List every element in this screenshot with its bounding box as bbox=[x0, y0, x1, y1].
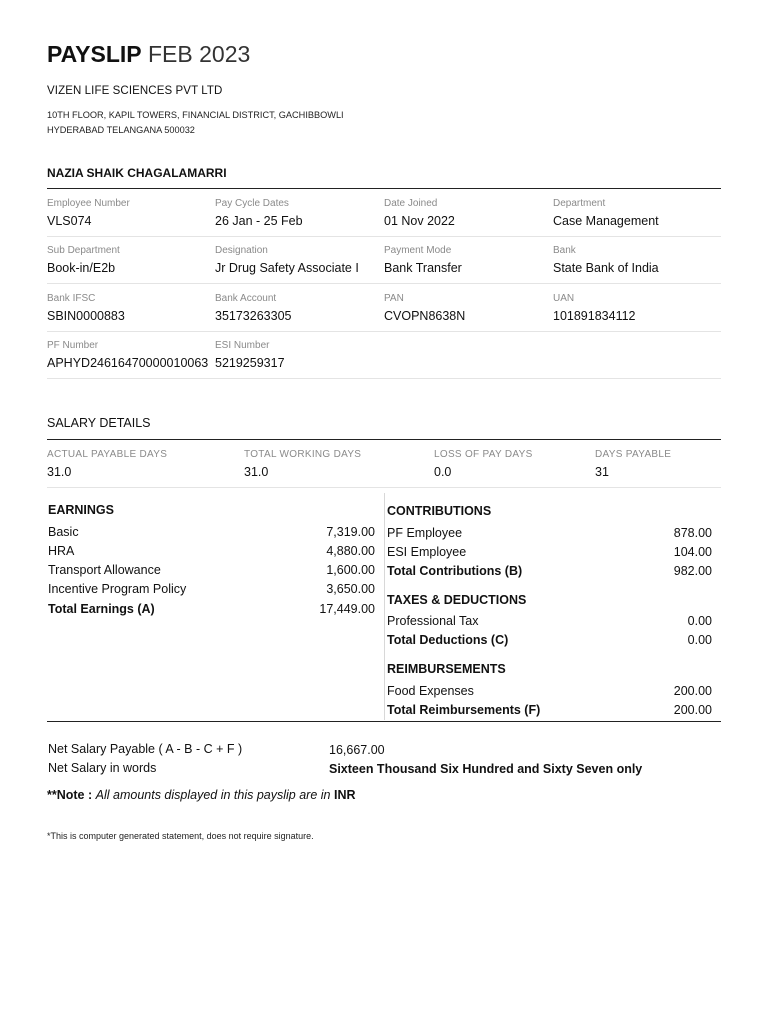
field-value: Bank Transfer bbox=[384, 261, 462, 275]
field-label: Pay Cycle Dates bbox=[215, 198, 289, 209]
reimbursement-name: Food Expenses bbox=[387, 684, 474, 698]
field-label: TOTAL WORKING DAYS bbox=[244, 449, 362, 460]
total-amount: 982.00 bbox=[673, 564, 712, 578]
salary-details-title: SALARY DETAILS bbox=[47, 416, 151, 430]
actual-payable-days bbox=[47, 449, 167, 480]
divider bbox=[47, 721, 721, 722]
currency-note bbox=[47, 788, 356, 802]
field-label: DAYS PAYABLE bbox=[595, 449, 672, 460]
field-label: ACTUAL PAYABLE DAYS bbox=[47, 449, 168, 460]
contribution-name: ESI Employee bbox=[387, 545, 467, 559]
total-deductions-row bbox=[387, 633, 712, 647]
title-text: PAYSLIP bbox=[47, 41, 142, 67]
field-label: Bank IFSC bbox=[47, 293, 96, 304]
note-text: All amounts displayed in this payslip are in bbox=[95, 788, 331, 802]
field-value: State Bank of India bbox=[553, 261, 659, 275]
company-address-line1: 10TH FLOOR, KAPIL TOWERS, FINANCIAL DISTRICT, GACHIBBOWLI bbox=[47, 110, 344, 120]
total-reimbursements-row bbox=[387, 703, 712, 717]
total-amount: 200.00 bbox=[673, 703, 712, 717]
field-value: 5219259317 bbox=[215, 356, 285, 370]
field-bank-account bbox=[215, 293, 291, 324]
field-label: PAN bbox=[384, 293, 404, 304]
earnings-heading: EARNINGS bbox=[48, 503, 114, 517]
field-date-joined bbox=[384, 198, 455, 229]
field-pay-cycle bbox=[215, 198, 303, 229]
field-value: APHYD24616470000010063 bbox=[47, 356, 209, 370]
earning-name: Incentive Program Policy bbox=[48, 582, 187, 596]
field-label: Department bbox=[553, 198, 606, 209]
field-bank bbox=[553, 245, 659, 276]
divider bbox=[47, 439, 721, 440]
reimbursements-heading: REIMBURSEMENTS bbox=[387, 662, 506, 676]
field-value: Book-in/E2b bbox=[47, 261, 116, 275]
field-label: Employee Number bbox=[47, 198, 130, 209]
earning-row bbox=[48, 582, 375, 596]
payslip-title bbox=[47, 40, 250, 68]
field-pf-number bbox=[47, 340, 208, 371]
field-label: Designation bbox=[215, 245, 268, 256]
field-value: Jr Drug Safety Associate I bbox=[215, 261, 359, 275]
field-department bbox=[553, 198, 659, 229]
contribution-amount: 878.00 bbox=[673, 526, 712, 540]
field-value: 31 bbox=[595, 465, 609, 479]
field-label: Bank bbox=[553, 245, 576, 256]
field-value: 26 Jan - 25 Feb bbox=[215, 214, 303, 228]
field-employee-number bbox=[47, 198, 130, 229]
reimbursement-amount: 200.00 bbox=[673, 684, 712, 698]
earning-row bbox=[48, 563, 375, 577]
total-working-days bbox=[244, 449, 361, 480]
field-value: 35173263305 bbox=[215, 309, 292, 323]
total-label: Total Contributions (B) bbox=[387, 564, 523, 578]
field-designation bbox=[215, 245, 359, 276]
field-value: 101891834112 bbox=[553, 309, 636, 323]
earning-row bbox=[48, 525, 375, 539]
total-contributions-row bbox=[387, 564, 712, 578]
contribution-amount: 104.00 bbox=[673, 545, 712, 559]
field-label: LOSS OF PAY DAYS bbox=[434, 449, 533, 460]
deductions-heading: TAXES & DEDUCTIONS bbox=[387, 593, 527, 607]
field-value: 0.0 bbox=[434, 465, 452, 479]
note-currency: INR bbox=[333, 788, 356, 802]
net-salary-words-label: Net Salary in words bbox=[48, 761, 157, 775]
total-label: Total Earnings (A) bbox=[48, 602, 155, 616]
column-divider bbox=[384, 493, 385, 720]
field-value: CVOPN8638N bbox=[384, 309, 466, 323]
field-value: 31.0 bbox=[47, 465, 72, 479]
total-label: Total Deductions (C) bbox=[387, 633, 509, 647]
field-label: ESI Number bbox=[215, 340, 270, 351]
row-divider bbox=[47, 331, 721, 332]
reimbursement-row bbox=[387, 684, 712, 698]
pay-period: FEB 2023 bbox=[148, 41, 251, 67]
row-divider bbox=[47, 283, 721, 284]
footer-disclaimer: *This is computer generated statement, does not require signature. bbox=[47, 831, 314, 841]
field-label: Date Joined bbox=[384, 198, 438, 209]
contribution-row bbox=[387, 545, 712, 559]
earning-name: HRA bbox=[48, 544, 75, 558]
net-salary-payable-label: Net Salary Payable ( A - B - C + F ) bbox=[48, 742, 243, 756]
field-label: Bank Account bbox=[215, 293, 277, 304]
company-address-line2: HYDERABAD TELANGANA 500032 bbox=[47, 125, 195, 135]
field-label: Payment Mode bbox=[384, 245, 452, 256]
total-amount: 17,449.00 bbox=[319, 602, 375, 616]
earning-amount: 1,600.00 bbox=[326, 563, 375, 577]
field-payment-mode bbox=[384, 245, 462, 276]
field-esi-number bbox=[215, 340, 285, 371]
field-value: VLS074 bbox=[47, 214, 92, 228]
field-label: PF Number bbox=[47, 340, 99, 351]
field-label: UAN bbox=[553, 293, 575, 304]
total-amount: 0.00 bbox=[687, 633, 712, 647]
employee-name: NAZIA SHAIK CHAGALAMARRI bbox=[47, 166, 227, 180]
field-value: Case Management bbox=[553, 214, 659, 228]
total-earnings-row bbox=[48, 602, 375, 616]
deduction-row bbox=[387, 614, 712, 628]
row-divider bbox=[47, 378, 721, 379]
field-uan bbox=[553, 293, 636, 324]
divider bbox=[47, 188, 721, 189]
contribution-name: PF Employee bbox=[387, 526, 463, 540]
earning-row bbox=[48, 544, 375, 558]
earning-name: Transport Allowance bbox=[48, 563, 161, 577]
contributions-heading: CONTRIBUTIONS bbox=[387, 504, 492, 518]
days-payable bbox=[595, 449, 671, 480]
loss-of-pay-days bbox=[434, 449, 533, 480]
field-bank-ifsc bbox=[47, 293, 125, 324]
earning-amount: 4,880.00 bbox=[326, 544, 375, 558]
field-value: 31.0 bbox=[244, 465, 269, 479]
earning-amount: 3,650.00 bbox=[326, 582, 375, 596]
deduction-amount: 0.00 bbox=[687, 614, 712, 628]
field-pan bbox=[384, 293, 465, 324]
contribution-row bbox=[387, 526, 712, 540]
row-divider bbox=[47, 236, 721, 237]
earning-name: Basic bbox=[48, 525, 79, 539]
field-value: SBIN0000883 bbox=[47, 309, 125, 323]
field-value: 01 Nov 2022 bbox=[384, 214, 455, 228]
field-label: Sub Department bbox=[47, 245, 120, 256]
net-salary-words-value: Sixteen Thousand Six Hundred and Sixty Seven only bbox=[329, 762, 643, 776]
earning-amount: 7,319.00 bbox=[326, 525, 375, 539]
deduction-name: Professional Tax bbox=[387, 614, 479, 628]
field-sub-department bbox=[47, 245, 120, 276]
company-name: VIZEN LIFE SCIENCES PVT LTD bbox=[47, 85, 223, 97]
total-label: Total Reimbursements (F) bbox=[387, 703, 541, 717]
row-divider bbox=[47, 487, 721, 488]
net-salary-payable-value: 16,667.00 bbox=[329, 743, 385, 757]
note-prefix: **Note : bbox=[47, 788, 93, 802]
